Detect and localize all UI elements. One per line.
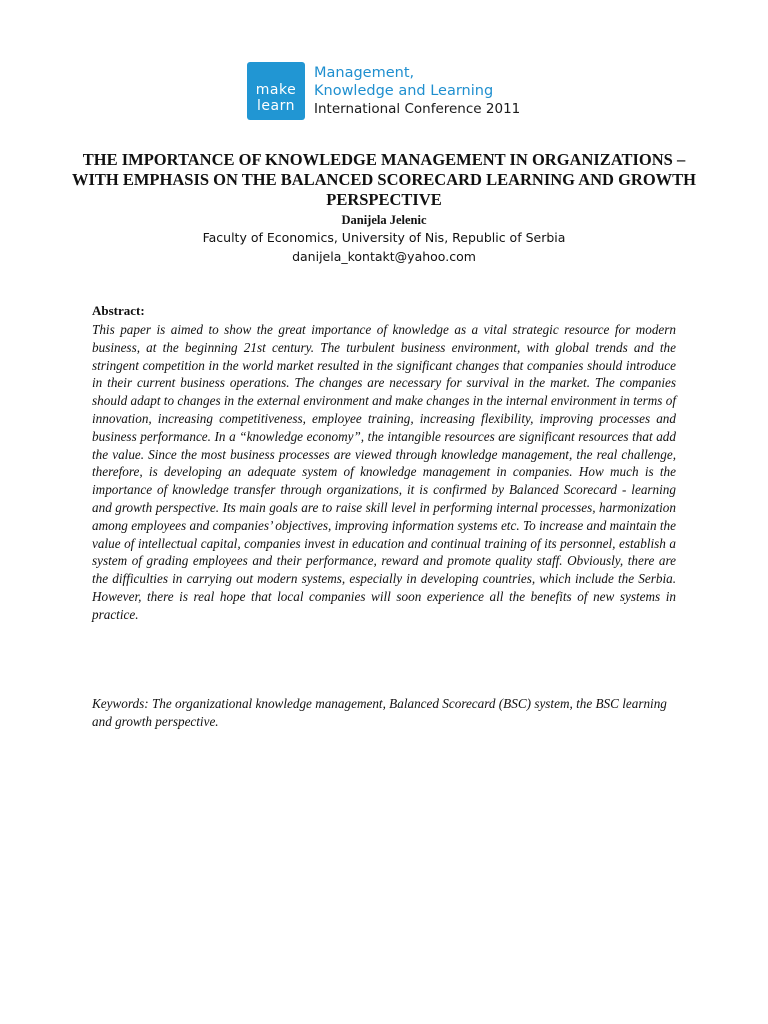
author-email: danijela_kontakt@yahoo.com <box>292 249 476 264</box>
paper-title: THE IMPORTANCE OF KNOWLEDGE MANAGEMENT IN ORGANIZATIONS – WITH EMPHASIS ON THE BALANCED SCORECARD LEARNING AND GROWTH PERSPECTIVE <box>71 150 697 209</box>
logo-mark-line-1: make <box>255 82 297 98</box>
author-block <box>60 213 708 266</box>
abstract-text: This paper is aimed to show the great importance of knowledge as a vital strategic resource for modern business, at the beginning 21st century. The turbulent business environment, with global trends and the stringent competition in the world market resulted in the significant changes that companies should introduce in their current business operations. The changes are necessary for survival in the market. The companies should adapt to changes in the external environment and make changes in the internal environment in terms of innovation, increasing competitiveness, employee training, increasing flexibility, improving processes and business performance. In a “knowledge economy”, the intangible resources are significant resources that add the value. Since the most business processes are viewed through knowledge management, the real challenge, therefore, is developing an adequate system of knowledge management in companies. How much is the importance of knowledge transfer through organizations, it is confirmed by Balanced Scorecard - learning and growth perspective. Its main goals are to raise skill level in performing internal processes, harmonization among employees and companies’ objectives, improving information systems etc. To increase and maintain the value of intellectual capital, companies invest in education and continual training of its personnel, establish a system of grading employees and their performance, reward and promote quality staff. Obviously, there are the difficulties in carrying out modern systems, especially in developing countries, which include the Serbia. However, there is real hope that local companies will soon experience all the benefits of new systems in practice. <box>92 322 676 622</box>
keywords: Keywords: The organizational knowledge management, Balanced Scorecard (BSC) system, the BSC learning and growth perspective. <box>92 696 667 729</box>
conference-logo <box>247 62 520 120</box>
conference-name-line-3: International Conference 2011 <box>314 101 521 117</box>
conference-name-line-2: Knowledge and Learning <box>314 83 494 99</box>
abstract-heading: Abstract: <box>92 303 145 318</box>
author-affiliation: Faculty of Economics, University of Nis, Republic of Serbia <box>202 230 566 245</box>
author-name: Danijela Jelenic <box>341 213 427 227</box>
make-learn-logo-mark <box>247 62 305 120</box>
logo-mark-line-2: learn <box>257 98 295 114</box>
conference-name <box>314 64 520 118</box>
conference-name-line-1: Management, <box>314 65 415 81</box>
